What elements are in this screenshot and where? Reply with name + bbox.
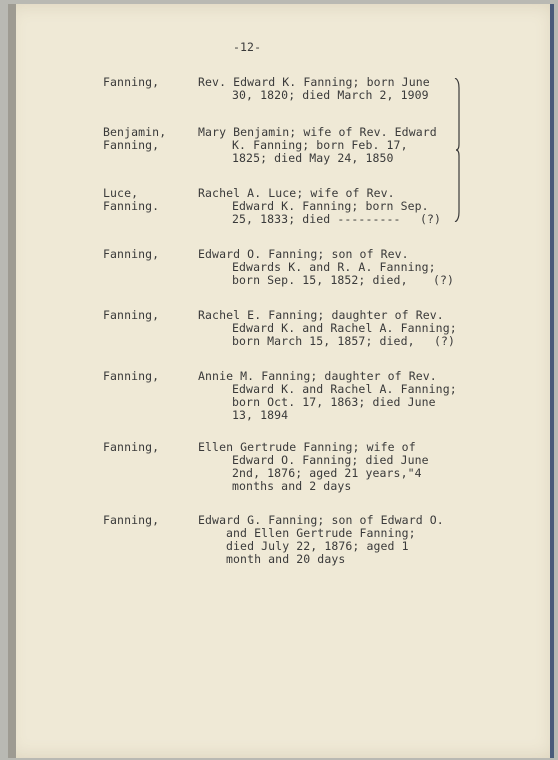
entry-description-line: Ellen Gertrude Fanning; wife of <box>198 440 416 454</box>
uncertain-date-mark: (?) <box>434 334 456 348</box>
entry-surname: Fanning, <box>103 308 160 322</box>
entry-description-line: 25, 1833; died --------- <box>232 212 401 226</box>
entry-surname: Fanning, <box>103 369 160 383</box>
entry-description-line: Rev. Edward K. Fanning; born June <box>198 75 430 89</box>
entry-description-line: born Sep. 15, 1852; died, <box>232 273 408 287</box>
entry-description-line: Annie M. Fanning; daughter of Rev. <box>198 369 437 383</box>
entry-description-line: Edward K. and Rachel A. Fanning; <box>232 382 457 396</box>
entry-description-line: Rachel E. Fanning; daughter of Rev. <box>198 308 444 322</box>
entry-description-line: Edward K. Fanning; born Sep. <box>232 199 429 213</box>
entry-description-line: Edward G. Fanning; son of Edward O. <box>198 513 444 527</box>
entry-description-line: died July 22, 1876; aged 1 <box>226 539 409 553</box>
entry-surname: Luce, <box>103 186 139 200</box>
entry-surname: Benjamin, <box>103 125 167 139</box>
entry-description-line: Edward O. Fanning; died June <box>232 453 429 467</box>
entry-description-line: Rachel A. Luce; wife of Rev. <box>198 186 395 200</box>
entry-surname: Fanning, <box>103 440 160 454</box>
entry-surname: Fanning. <box>103 199 160 213</box>
entry-description-line: K. Fanning; born Feb. 17, <box>232 138 408 152</box>
entry-description-line: 2nd, 1876; aged 21 years,"4 <box>232 466 422 480</box>
page-number: -12- <box>233 40 262 54</box>
uncertain-date-mark: (?) <box>420 212 442 226</box>
entry-description-line: Edward O. Fanning; son of Rev. <box>198 247 409 261</box>
grouping-bracket <box>454 78 460 222</box>
entry-surname: Fanning, <box>103 75 160 89</box>
entry-description-line: Mary Benjamin; wife of Rev. Edward <box>198 125 437 139</box>
uncertain-date-mark: (?) <box>433 273 455 287</box>
entry-description-line: month and 20 days <box>226 552 346 566</box>
entry-surname: Fanning, <box>103 513 160 527</box>
page-binding-edge <box>8 4 16 758</box>
page-right-edge <box>550 4 554 758</box>
entry-description-line: born Oct. 17, 1863; died June <box>232 395 436 409</box>
entry-surname: Fanning, <box>103 138 160 152</box>
entry-description-line: Edwards K. and R. A. Fanning; <box>232 260 436 274</box>
document-page <box>8 4 554 758</box>
entry-description-line: 1825; died May 24, 1850 <box>232 151 394 165</box>
entry-surname: Fanning, <box>103 247 160 261</box>
entry-description-line: born March 15, 1857; died, <box>232 334 415 348</box>
entry-description-line: 13, 1894 <box>232 408 289 422</box>
entry-description-line: months and 2 days <box>232 479 352 493</box>
entry-description-line: and Ellen Gertrude Fanning; <box>226 526 416 540</box>
entry-description-line: 30, 1820; died March 2, 1909 <box>232 88 429 102</box>
entry-description-line: Edward K. and Rachel A. Fanning; <box>232 321 457 335</box>
